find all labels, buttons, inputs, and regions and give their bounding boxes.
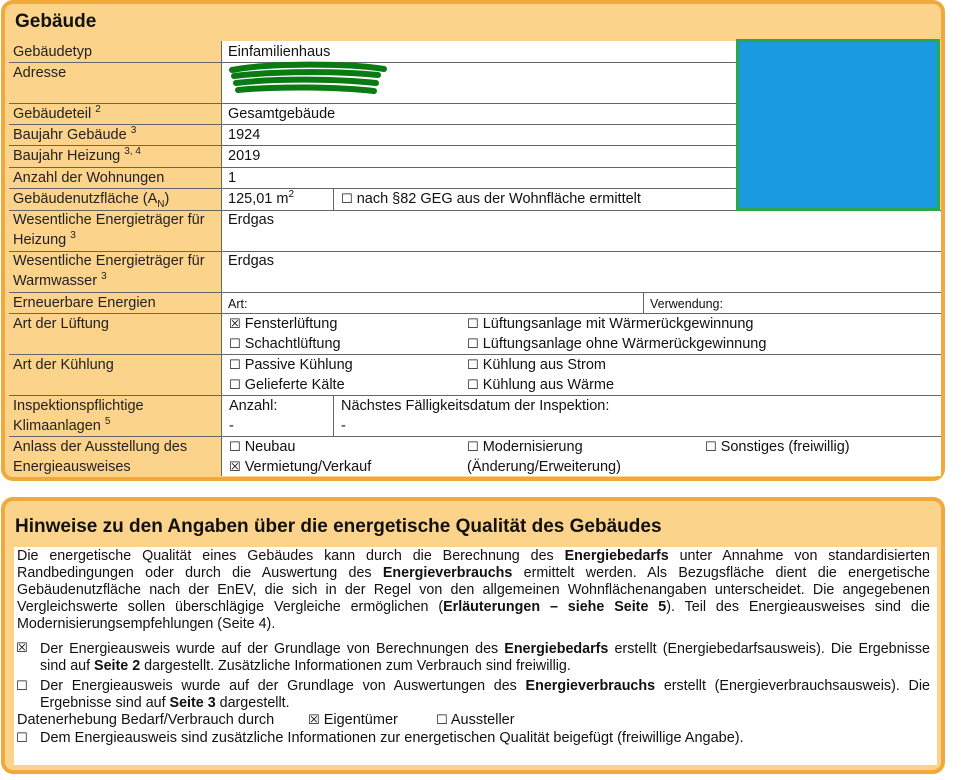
row-divider <box>9 124 736 125</box>
checkbox-checked-icon: ☒ <box>229 317 241 332</box>
checkbox-icon: ☐ <box>467 440 479 455</box>
modernisierung-detail: (Änderung/Erweiterung) <box>467 459 621 475</box>
checkbox-icon: ☐ <box>341 192 353 207</box>
checkbox-lueftungsanlage-ohne[interactable]: ☐ Lüftungsanlage ohne Wärmerückgewinnung <box>467 336 767 352</box>
label-energietraeger-ww-2: Warmwasser $^3$ <box>13 271 107 289</box>
label-energietraeger-heizung-1: Wesentliche Energieträger für <box>13 212 205 228</box>
checkbox-icon: ☐ <box>229 378 241 393</box>
label-gebaeudetyp: Gebäudetyp <box>13 44 93 60</box>
row-divider <box>9 292 941 293</box>
verbrauch-text: Der Energieausweis wurde auf der Grundlage von Auswertungen des Energieverbrauchs erstellt (Energieverbrauchsausweis). Die Ergebnisse sind auf Seite 3 dargestellt. <box>40 678 930 711</box>
label-baujahr-gebaeude: Baujahr Gebäude $^3$ <box>13 125 137 143</box>
label-erneuerbare: Erneuerbare Energien <box>13 295 156 311</box>
value-energietraeger-ww: Erdgas <box>228 253 274 269</box>
label-anlass-2: Energieausweises <box>13 459 131 475</box>
row-divider <box>9 188 736 189</box>
checkbox-icon: ☐ <box>467 378 479 393</box>
checkbox-icon: ☐ <box>467 317 479 332</box>
checkbox-verbrauchsausweis[interactable]: ☐ <box>16 679 28 694</box>
erneuerbare-art-label: Art: <box>228 297 248 311</box>
label-anlass-1: Anlass der Ausstellung des <box>13 439 188 455</box>
row-divider <box>9 103 736 104</box>
value-gebaeudetyp: Einfamilienhaus <box>228 44 331 60</box>
row-divider <box>9 313 941 314</box>
gebaeude-title: Gebäude <box>15 11 97 32</box>
checkbox-aussteller[interactable]: ☐ Aussteller <box>436 712 515 728</box>
checkbox-icon: ☐ <box>467 358 479 373</box>
label-adresse: Adresse <box>13 65 67 81</box>
checkbox-icon: ☐ <box>467 337 479 352</box>
redaction-scribble <box>228 61 388 97</box>
checkbox-icon: ☐ <box>229 337 241 352</box>
label-energietraeger-ww-1: Wesentliche Energieträger für <box>13 253 205 269</box>
klima-anzahl-value: - <box>229 418 234 434</box>
checkbox-modernisierung[interactable]: ☐ Modernisierung <box>467 439 583 455</box>
checkbox-kuehlung-waerme[interactable]: ☐ Kühlung aus Wärme <box>467 377 615 393</box>
label-baujahr-heizung: Baujahr Heizung $^{3, 4}$ <box>13 146 141 164</box>
checkbox-bedarfsausweis[interactable]: ☒ <box>16 641 28 656</box>
checkbox-gelieferte-kaelte[interactable]: ☐ Gelieferte Kälte <box>229 377 345 393</box>
option-nach-82-geg[interactable]: ☐ nach §82 GEG aus der Wohnfläche ermittelt <box>341 191 641 207</box>
checkbox-checked-icon: ☒ <box>229 460 241 475</box>
zusatz-text: Dem Energieausweis sind zusätzliche Informationen zur energetischen Qualität beigefügt (freiwillige Angabe). <box>40 730 744 746</box>
klima-datum-value: - <box>341 418 346 434</box>
checkbox-lueftungsanlage-mit[interactable]: ☐ Lüftungsanlage mit Wärmerückgewinnung <box>467 316 754 332</box>
checkbox-icon: ☐ <box>436 713 448 728</box>
erneuerbare-verwendung-label: Verwendung: <box>650 297 723 311</box>
bedarf-text: Der Energieausweis wurde auf der Grundlage von Berechnungen des Energiebedarfs erstellt (Energiebedarfsausweis). Die Ergebnisse sind auf Seite 2 dargestellt. Zusätzliche Informationen zum Verbrauch sind freiwillig. <box>40 641 930 674</box>
klima-datum-label: Nächstes Fälligkeitsdatum der Inspektion: <box>341 398 610 414</box>
datenerhebung-label: Datenerhebung Bedarf/Verbrauch durch <box>17 712 275 728</box>
checkbox-icon: ☐ <box>229 440 241 455</box>
klima-anzahl-label: Anzahl: <box>229 398 278 414</box>
label-lueftung: Art der Lüftung <box>13 316 109 332</box>
value-nutzflaeche: 125,01 $m^2$ <box>228 189 295 207</box>
cell-divider <box>333 188 334 210</box>
checkbox-checked-icon: ☒ <box>308 713 320 728</box>
value-baujahr-heizung: 2019 <box>228 148 261 164</box>
checkbox-icon: ☐ <box>705 440 717 455</box>
row-divider <box>9 436 941 437</box>
row-divider <box>9 354 941 355</box>
column-divider <box>221 41 222 476</box>
hinweise-intro: Die energetische Qualität eines Gebäudes kann durch die Berechnung des Energiebedarfs unter Annahme von standardisierten Randbedingungen oder durch die Auswertung des Energieverbrauchs ermittelt werden. Als Bezugsfläche dient die energetische Gebäudenutzfläche nach der EnEV, die sich in der Regel von den allgemeinen Wohnflächenangaben unterscheidet. Die angegebenen Vergleichswerte sollen überschlägige Vergleiche ermöglichen (Erläuterungen – siehe Seite 5). Teil des Energieausweises sind die Modernisierungsempfehlungen (Seite 4). <box>17 548 930 632</box>
value-gebaeudeteil: Gesamtgebäude <box>228 106 336 122</box>
cell-divider <box>333 395 334 436</box>
checkbox-kuehlung-strom[interactable]: ☐ Kühlung aus Strom <box>467 357 607 373</box>
label-kuehlung: Art der Kühlung <box>13 357 114 373</box>
checkbox-neubau[interactable]: ☐ Neubau <box>229 439 296 455</box>
value-anzahl-wohnungen: 1 <box>228 170 237 186</box>
label-energietraeger-heizung-2: Heizung $^3$ <box>13 230 76 248</box>
value-baujahr-gebaeude: 1924 <box>228 127 261 143</box>
checkbox-passive-kuehlung[interactable]: ☐ Passive Kühlung <box>229 357 353 373</box>
label-gebaeudeteil: Gebäudeteil $^2$ <box>13 104 101 122</box>
label-nutzflaeche: Gebäudenutzfläche $(A_N)$ <box>13 191 170 210</box>
checkbox-zusatzinfo[interactable]: ☐ <box>16 731 28 746</box>
row-divider <box>9 167 736 168</box>
checkbox-schachtlueftung[interactable]: ☐ Schachtlüftung <box>229 336 341 352</box>
building-photo-placeholder <box>736 39 940 211</box>
checkbox-fensterlueftung[interactable]: ☒ Fensterlüftung <box>229 316 338 332</box>
checkbox-icon: ☐ <box>229 358 241 373</box>
row-divider <box>9 145 736 146</box>
checkbox-eigentuemer[interactable]: ☒ Eigentümer <box>308 712 398 728</box>
label-klima-1: Inspektionspflichtige <box>13 398 144 414</box>
label-anzahl-wohnungen: Anzahl der Wohnungen <box>13 170 165 186</box>
hinweise-title: Hinweise zu den Angaben über die energetische Qualität des Gebäudes <box>15 516 662 537</box>
row-divider <box>9 395 941 396</box>
checkbox-vermietung-verkauf[interactable]: ☒ Vermietung/Verkauf <box>229 459 372 475</box>
cell-divider <box>643 292 644 313</box>
value-energietraeger-heizung: Erdgas <box>228 212 274 228</box>
label-klima-2: Klimaanlagen $^5$ <box>13 416 111 434</box>
checkbox-sonstiges[interactable]: ☐ Sonstiges (freiwillig) <box>705 439 850 455</box>
